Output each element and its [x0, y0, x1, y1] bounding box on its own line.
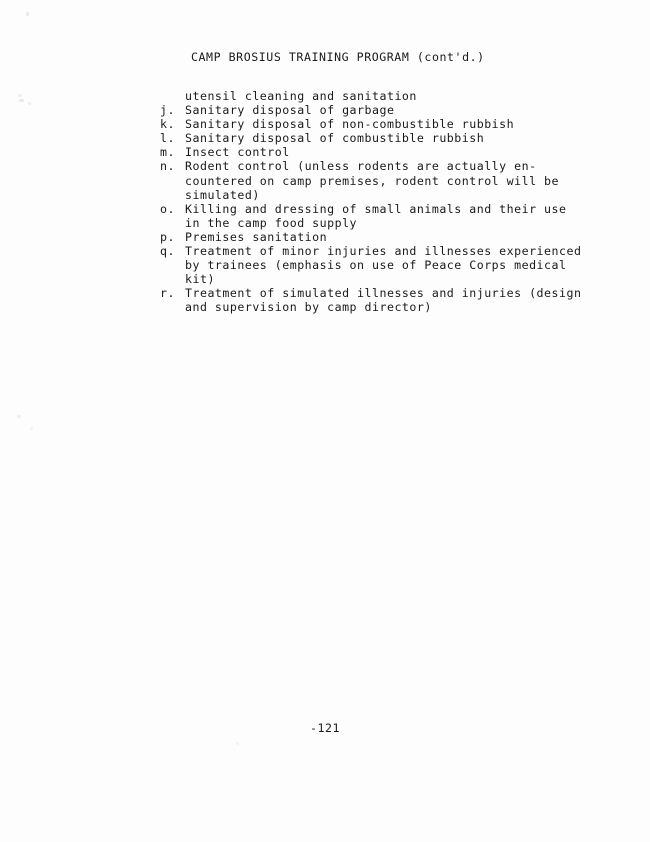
list-item-line: kit) [185, 272, 215, 287]
list-item [160, 117, 560, 131]
list-item [160, 159, 560, 201]
scan-speck [26, 12, 29, 16]
page-title: CAMP BROSIUS TRAINING PROGRAM (cont'd.) [191, 50, 485, 64]
list-item-line: Sanitary disposal of combustible rubbish [185, 131, 485, 146]
list-item-marker: n. [160, 159, 175, 174]
list-item-line: in the camp food supply [185, 215, 358, 230]
list-item-text [185, 103, 560, 117]
list-item-marker: p. [160, 229, 175, 244]
list-item-line: countered on camp premises, rodent control will be [185, 173, 560, 188]
list-item-line: Sanitary disposal of garbage [185, 103, 395, 118]
list-item-text [185, 286, 581, 314]
list-item [160, 244, 582, 287]
scan-speck [19, 99, 24, 102]
list-item [160, 103, 560, 117]
list-item-line: Treatment of simulated illnesses and injuries (design [185, 286, 582, 301]
list-item-marker: l. [160, 131, 175, 146]
scan-speck [28, 102, 31, 105]
list-item-line: Insect control [185, 145, 290, 160]
list-item [160, 286, 582, 315]
page-number: -121 [310, 721, 340, 735]
list-item-line: simulated) [185, 187, 260, 202]
list-item-marker: k. [160, 117, 175, 132]
list-item-line: Treatment of minor injuries and illnesses experienced [185, 244, 582, 259]
scan-speck [17, 415, 21, 418]
scan-speck [30, 427, 33, 430]
list-item-text [185, 89, 560, 103]
list-item-marker: m. [160, 145, 175, 160]
list-item [160, 201, 567, 230]
list-item-line: utensil cleaning and sanitation [185, 89, 417, 103]
list-item [160, 230, 560, 244]
list-item [160, 131, 560, 145]
list-item-text [185, 131, 560, 145]
list-item-text [185, 230, 560, 244]
list-item [160, 145, 560, 159]
scan-speck [18, 94, 22, 97]
list-item-text [185, 202, 566, 230]
list-item-line: by trainees (emphasis on use of Peace Corps medical [185, 258, 567, 273]
list-item-text [185, 159, 560, 201]
list-item-line: Sanitary disposal of non-combustible rubbish [185, 117, 515, 132]
list-item-text [185, 244, 581, 286]
list-item-marker: j. [160, 103, 175, 118]
list-item-line: Rodent control (unless rodents are actually en- [185, 159, 537, 174]
list-item [160, 89, 560, 103]
list-item-marker: o. [160, 201, 175, 216]
list-item-marker: r. [160, 286, 175, 301]
list-item-text [185, 117, 560, 131]
list-item-marker: q. [160, 244, 175, 259]
list-item-line: Premises sanitation [185, 229, 328, 244]
list-item-line: Killing and dressing of small animals and their use [185, 201, 567, 216]
scan-speck [236, 742, 239, 745]
list-item-line: and supervision by camp director) [185, 300, 432, 315]
training-topics-list [160, 89, 582, 315]
list-item-text [185, 145, 560, 159]
